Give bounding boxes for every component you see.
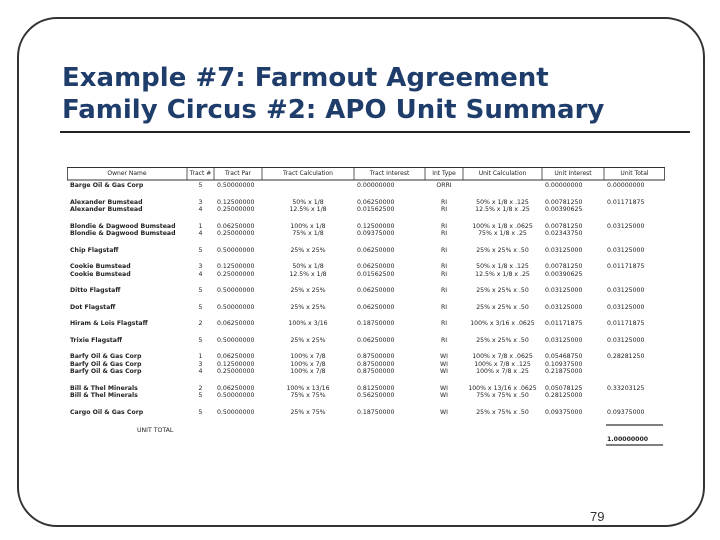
table-cell: WI [440,368,448,375]
table-cell: RI [440,336,448,344]
table-cell: 0.25000000 [217,270,255,278]
table-cell: 0.00390625 [545,270,583,278]
table-cell: 12.5% x 1/8 [289,270,327,278]
table-cell: RI [440,320,448,327]
table-cell: 0.03125000 [545,336,583,344]
table-cell: 0.00781250 [545,198,583,206]
table-cell: 0.25000000 [217,368,255,375]
table-cell: 0.12500000 [217,263,255,270]
table-cell: WI [440,384,448,392]
table-cell: 0.06250000 [217,222,255,230]
table-cell: Trixie Flagstaff [70,336,122,344]
table-cell: 0.03125000 [545,287,583,294]
table-cell: 0.25000000 [217,230,255,237]
table-cell: 0.00781250 [545,222,583,230]
table-cell: 0.50000000 [217,392,255,399]
table-cell: 1 [198,222,203,230]
table-cell: Alexander Bumstead [70,198,143,206]
table-cell: 100% x 7/8 [290,368,326,375]
table-cell: 0.06250000 [357,336,395,344]
table-cell: 100% x 3/16 x .0625 [470,320,535,327]
table-cell: 3 [198,198,203,206]
table-cell: 0.01171875 [545,320,583,327]
column-header: Int Type [432,170,456,177]
table-cell: 0.06250000 [357,198,395,206]
table-cell: 100% x 7/8 x .0625 [472,353,533,360]
table-cell: 0.01171875 [607,263,645,270]
table-cell: 75% x 75% x .50 [476,392,529,399]
table-cell: ORRI [436,182,452,189]
table-cell: 5 [198,408,203,416]
table-cell: WI [440,360,448,368]
table-cell: 100% x 1/8 x .0625 [472,222,533,230]
column-header: Unit Total [620,170,649,177]
table-cell: 25% x 25% x .50 [476,246,529,254]
column-header: Tract # [189,170,212,177]
table-cell: 50% x 1/8 x .125 [476,263,529,270]
table-cell: Bill & Thel Minerals [70,384,138,392]
table-cell: 0.05078125 [545,384,583,392]
table-cell: 25% x 25% [290,336,326,344]
table-cell: 50% x 1/8 [292,263,324,270]
table-cell: 3 [198,360,203,368]
table-cell: Blondie & Dagwood Bumstead [70,230,176,237]
table-cell: 0.03125000 [607,303,645,311]
column-header: Unit Interest [554,170,592,177]
table-cell: 50% x 1/8 x .125 [476,198,529,206]
table-cell: 0.00000000 [545,182,583,189]
table-cell: 0.03125000 [607,287,645,294]
table-cell: Dot Flagstaff [70,303,116,311]
table-cell: 5 [198,303,203,311]
table-cell: 0.06250000 [357,246,395,254]
table-cell: WI [440,392,448,399]
table-cell: Cargo Oil & Gas Corp [70,408,144,416]
table-cell: 0.06250000 [217,384,255,392]
table-cell: 12.5% x 1/8 x .25 [475,270,530,278]
table-cell: 0.06250000 [217,320,255,327]
table-cell: 25% x 25% x .50 [476,287,529,294]
table-cell: 5 [198,246,203,254]
table-cell: 100% x 13/16 [286,384,330,392]
table-cell: 25% x 75% x .50 [476,408,529,416]
table-cell: 0.01562500 [357,206,395,213]
table-cell: 4 [198,270,203,278]
table-cell: 0.12500000 [357,222,395,230]
table-cell: 0.28125000 [545,392,583,399]
table-cell: Barfy Oil & Gas Corp [70,353,142,360]
table-cell: 0.09375000 [545,408,583,416]
title-rule [60,131,690,133]
table-cell: 0.50000000 [217,182,255,189]
table-cell: Chip Flagstaff [70,246,119,254]
table-cell: 25% x 75% [290,408,326,416]
column-header: Tract Interest [369,170,410,177]
table-cell: 0.06250000 [357,287,395,294]
table-cell: 25% x 25% [290,246,326,254]
table-cell: 50% x 1/8 [292,198,324,206]
table-cell: 0.03125000 [607,336,645,344]
page-number: 79 [590,509,605,524]
table-cell: 5 [198,392,203,399]
table-cell: 0.03125000 [545,303,583,311]
table-cell: 0.87500000 [357,360,395,368]
table-cell: 0.01171875 [607,198,645,206]
table-cell: Alexander Bumstead [70,206,143,213]
table-cell: 0.87500000 [357,353,395,360]
table-cell: Barfy Oil & Gas Corp [70,368,142,375]
table-cell: 0.03125000 [607,222,645,230]
table-cell: 75% x 1/8 x .25 [478,230,527,237]
table-cell: 0.02343750 [545,230,583,237]
slide-title [62,62,682,126]
column-header: Owner Name [107,170,147,177]
slide-title-line-2: Family Circus #2: APO Unit Summary [62,95,605,125]
table-cell: 25% x 25% [290,287,326,294]
table-cell: 5 [198,182,203,189]
table-cell: 12.5% x 1/8 [289,206,327,213]
table-cell: 0.87500000 [357,368,395,375]
table-cell: 100% x 7/8 x .125 [474,360,531,368]
table-cell: 25% x 25% x .50 [476,303,529,311]
table-cell: 100% x 7/8 x .25 [476,368,529,375]
table-cell: RI [440,230,448,237]
table-cell: 3 [198,263,203,270]
column-header: Tract Calculation [283,170,333,177]
table-cell: RI [440,198,448,206]
unit-total-value: 1.00000000 [607,436,649,443]
table-cell: RI [440,303,448,311]
table-cell: 100% x 7/8 [290,353,326,360]
table-cell: 0.00000000 [607,182,645,189]
table-cell: 25% x 25% x .50 [476,336,529,344]
table-cell: Barge Oil & Gas Corp [70,182,144,189]
table-cell: 100% x 7/8 [290,360,326,368]
table-cell: 0.06250000 [357,263,395,270]
column-header: Tract Par [225,170,251,177]
table-cell: RI [440,206,448,213]
table-cell: 75% x 1/8 [292,230,324,237]
table-cell: RI [440,263,448,270]
table-cell: RI [440,270,448,278]
table-cell: 0.09375000 [357,230,395,237]
table-cell: 25% x 25% [290,303,326,311]
table-cell: 75% x 75% [290,392,326,399]
table-cell: 5 [198,336,203,344]
table-cell: 2 [198,320,203,327]
table-cell: 100% x 13/16 x .0625 [468,384,537,392]
table-cell: 0.21875000 [545,368,583,375]
table-cell: Cookie Bumstead [70,263,131,270]
table-cell: Hiram & Lois Flagstaff [70,320,148,327]
table-cell: 0.50000000 [217,408,255,416]
table-cell: 2 [198,384,203,392]
table-cell: 5 [198,287,203,294]
table-cell: 0.25000000 [217,206,255,213]
table-cell: 0.50000000 [217,246,255,254]
table-cell: 4 [198,206,203,213]
table-cell: 0.10937500 [545,360,583,368]
table-cell: 0.01171875 [607,320,645,327]
table-cell: 4 [198,230,203,237]
table-cell: WI [440,408,448,416]
table-cell: 0.00000000 [357,182,395,189]
table-cell: 0.09375000 [607,408,645,416]
table-cell: WI [440,353,448,360]
table-cell: 0.00781250 [545,263,583,270]
table-cell: 0.56250000 [357,392,395,399]
table-cell: 1 [198,353,203,360]
table-cell: 0.18750000 [357,320,395,327]
table-cell: 0.00390625 [545,206,583,213]
table-cell: 0.50000000 [217,303,255,311]
column-header: Unit Calculation [478,170,527,177]
table-cell: RI [440,222,448,230]
table-cell: 4 [198,368,203,375]
table-cell: Barfy Oil & Gas Corp [70,360,142,368]
table-cell: Cookie Bumstead [70,270,131,278]
table-cell: 0.33203125 [607,384,645,392]
table-cell: 0.05468750 [545,353,583,360]
unit-summary-table [67,167,665,457]
table-cell: RI [440,246,448,254]
table-cell: 100% x 1/8 [290,222,326,230]
table-cell: 12.5% x 1/8 x .25 [475,206,530,213]
table-cell: 0.06250000 [217,353,255,360]
table-cell: Ditto Flagstaff [70,287,121,294]
table-cell: 0.28281250 [607,353,645,360]
table-cell: RI [440,287,448,294]
slide-title-line-1: Example #7: Farmout Agreement [62,63,549,93]
table-cell: 0.06250000 [357,303,395,311]
table-cell: 100% x 3/16 [288,320,328,327]
table-cell: 0.03125000 [545,246,583,254]
table-cell: 0.81250000 [357,384,395,392]
table-cell: Blondie & Dagwood Bumstead [70,222,176,230]
table-cell: 0.50000000 [217,336,255,344]
unit-total-label: UNIT TOTAL [137,427,174,434]
table-cell: 0.12500000 [217,360,255,368]
table-cell: 0.03125000 [607,246,645,254]
table-cell: 0.01562500 [357,270,395,278]
table-cell: 0.18750000 [357,408,395,416]
table-cell: 0.12500000 [217,198,255,206]
table-cell: 0.50000000 [217,287,255,294]
table-cell: Bill & Thel Minerals [70,392,138,399]
